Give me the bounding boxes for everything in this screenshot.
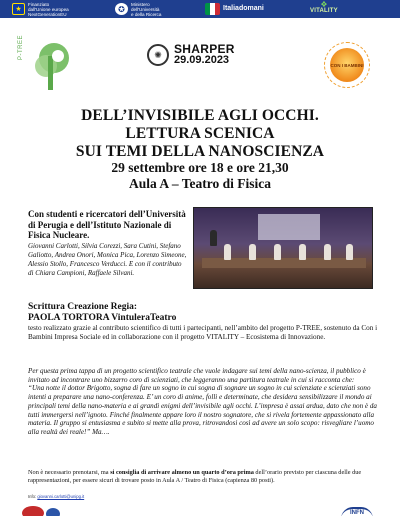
- con-i-bambini-logo: [324, 42, 370, 88]
- title-line2: LETTURA SCENICA: [125, 125, 275, 142]
- sharper-name: SHARPER: [174, 42, 235, 56]
- intro-names: [28, 242, 188, 279]
- italian-flag-icon: [205, 3, 220, 15]
- infn-logo: INFN: [341, 507, 373, 516]
- performer: [274, 244, 281, 260]
- sharper-date: 29.09.2023: [174, 54, 230, 66]
- unipg-logo-icon: [22, 506, 44, 516]
- mur-logo-line2: dell'Università: [131, 6, 160, 12]
- note-post: dell’orario previsto per ciascuna delle due rappresentazioni, per essere sicuri di trovare posto in Aula A / Teatro di Fisica (capienza 80 posti).: [28, 469, 362, 484]
- contact-email-link[interactable]: giovanni.carlotti@unipg.it: [37, 494, 85, 499]
- description-intro: Per questa prima tappa di un progetto scientifico teatrale che vuole indagare sui temi della nano-scienza, il pubblico è invitato ad incontrare uno bizzarro coro di scienziati, che leggeranno una partitura teatrale in cui si racconta che:: [28, 367, 366, 384]
- header-bar: [0, 0, 400, 18]
- description: [28, 367, 378, 437]
- mur-logo-line1: Ministero: [131, 1, 150, 7]
- note-pre: Non è necessario prenotarsi, ma: [28, 469, 111, 476]
- contact-info: [28, 494, 84, 499]
- ministry-seal-icon: ✪: [115, 3, 128, 15]
- sharper-logo: [147, 44, 235, 66]
- description-quote: “Una notte il dottor Brigotto, sogna di fare un sogno in cui sogna di sognare un sogno in cui scienziate e scienziati sono intenti a preparare una nano-conferenza. E’ un coro di anime, folli e determinate, che desidera sensibilizzare il mondo ai principali temi della nano-materia e ai grandi enigmi dell’invisibile agli occhi. L’impresa è assai ardua, dato che non è da tutti immergersi nell’ignoto. Finché finalmente appare loro il nostro sognatore, che si rivela fortemente appassionato alla materia. Il gruppo si entusiasma e subito si mette alla prova, ritrovandosi così ad avere un solo scopo: risvegliare l’uomo alla realtà dei reale!” Ma….: [28, 384, 377, 436]
- performer: [346, 244, 353, 260]
- title-line3: SUI TEMI DELLA NANOSCIENZA: [75, 143, 325, 160]
- intro-participants: Con studenti e ricercatori dell’Università di Perugia e dell’Istituto Nazionale di Fisica Nucleare.: [28, 209, 186, 240]
- names-list: Giovanni Carlotti, Silvia Corezzi, Sara Cutini, Stefano Galiotto, Andrea Onori, Monica Pica, Lorenzo Simeone, Alessio Stollo, Francesco Verducci.: [28, 241, 187, 268]
- partner-logo-icon: [46, 508, 60, 516]
- eu-logo: [12, 1, 69, 17]
- performer: [224, 244, 231, 260]
- event-datetime: 29 settembre ore 18 e ore 21,30: [111, 160, 289, 175]
- italiadomani-logo: [205, 1, 264, 17]
- credits-text: testo realizzato grazie al contributo scientifico di tutti i partecipanti, nell’ambito del progetto P-TREE, sostenuto da Con i Bambini Impresa Sociale ed in collaborazione con il progetto VITALITY – Ecosistema di Innovazione.: [28, 324, 378, 342]
- performer: [249, 244, 256, 260]
- vitality-logo: [310, 0, 338, 16]
- eu-logo-line1: Finanziato: [28, 1, 50, 7]
- event-title: [0, 107, 400, 161]
- vitality-text: VITALITY: [310, 8, 338, 14]
- title-line1: DELL’INVISIBILE AGLI OCCHI.: [81, 107, 319, 124]
- event-subtitle: [0, 160, 400, 192]
- names-contributors: E con il contributo di Chiara Campioni, Raffaele Silvani.: [28, 259, 182, 278]
- ptree-label: P-TREE: [18, 34, 24, 60]
- event-location: Aula A – Teatro di Fisica: [129, 176, 271, 191]
- projection-screen: [258, 214, 320, 240]
- mur-logo-line3: e della Ricerca: [131, 11, 162, 17]
- info-label: Info:: [28, 494, 38, 499]
- con-i-bambini-text: CON I BAMBINI: [330, 48, 364, 82]
- vitality-logo-icon: ❖: [320, 0, 328, 9]
- mur-logo: [115, 1, 161, 17]
- note-emphasis: si consiglia di arrivare almeno un quarto d’ora prima: [110, 469, 254, 476]
- eu-logo-line3: NextGenerationEU: [28, 11, 67, 17]
- director-name: PAOLA TORTORA VintuleraTeatro: [28, 313, 177, 323]
- eu-logo-line2: dall'Unione europea: [28, 6, 69, 12]
- intro-block: [28, 209, 188, 278]
- performer: [299, 244, 306, 260]
- performer: [324, 244, 331, 260]
- direction-label: Scrittura Creazione Regia:: [28, 302, 138, 312]
- eu-flag-icon: ★: [12, 3, 25, 15]
- direction-block: [28, 302, 378, 324]
- stage-photo: [193, 207, 373, 289]
- attendance-note: [28, 469, 378, 485]
- sharper-seal-icon: ✺: [147, 44, 169, 66]
- italiadomani-text: Italiadomani: [223, 5, 264, 12]
- ptree-logo-icon: [28, 42, 72, 92]
- performer: [210, 230, 217, 246]
